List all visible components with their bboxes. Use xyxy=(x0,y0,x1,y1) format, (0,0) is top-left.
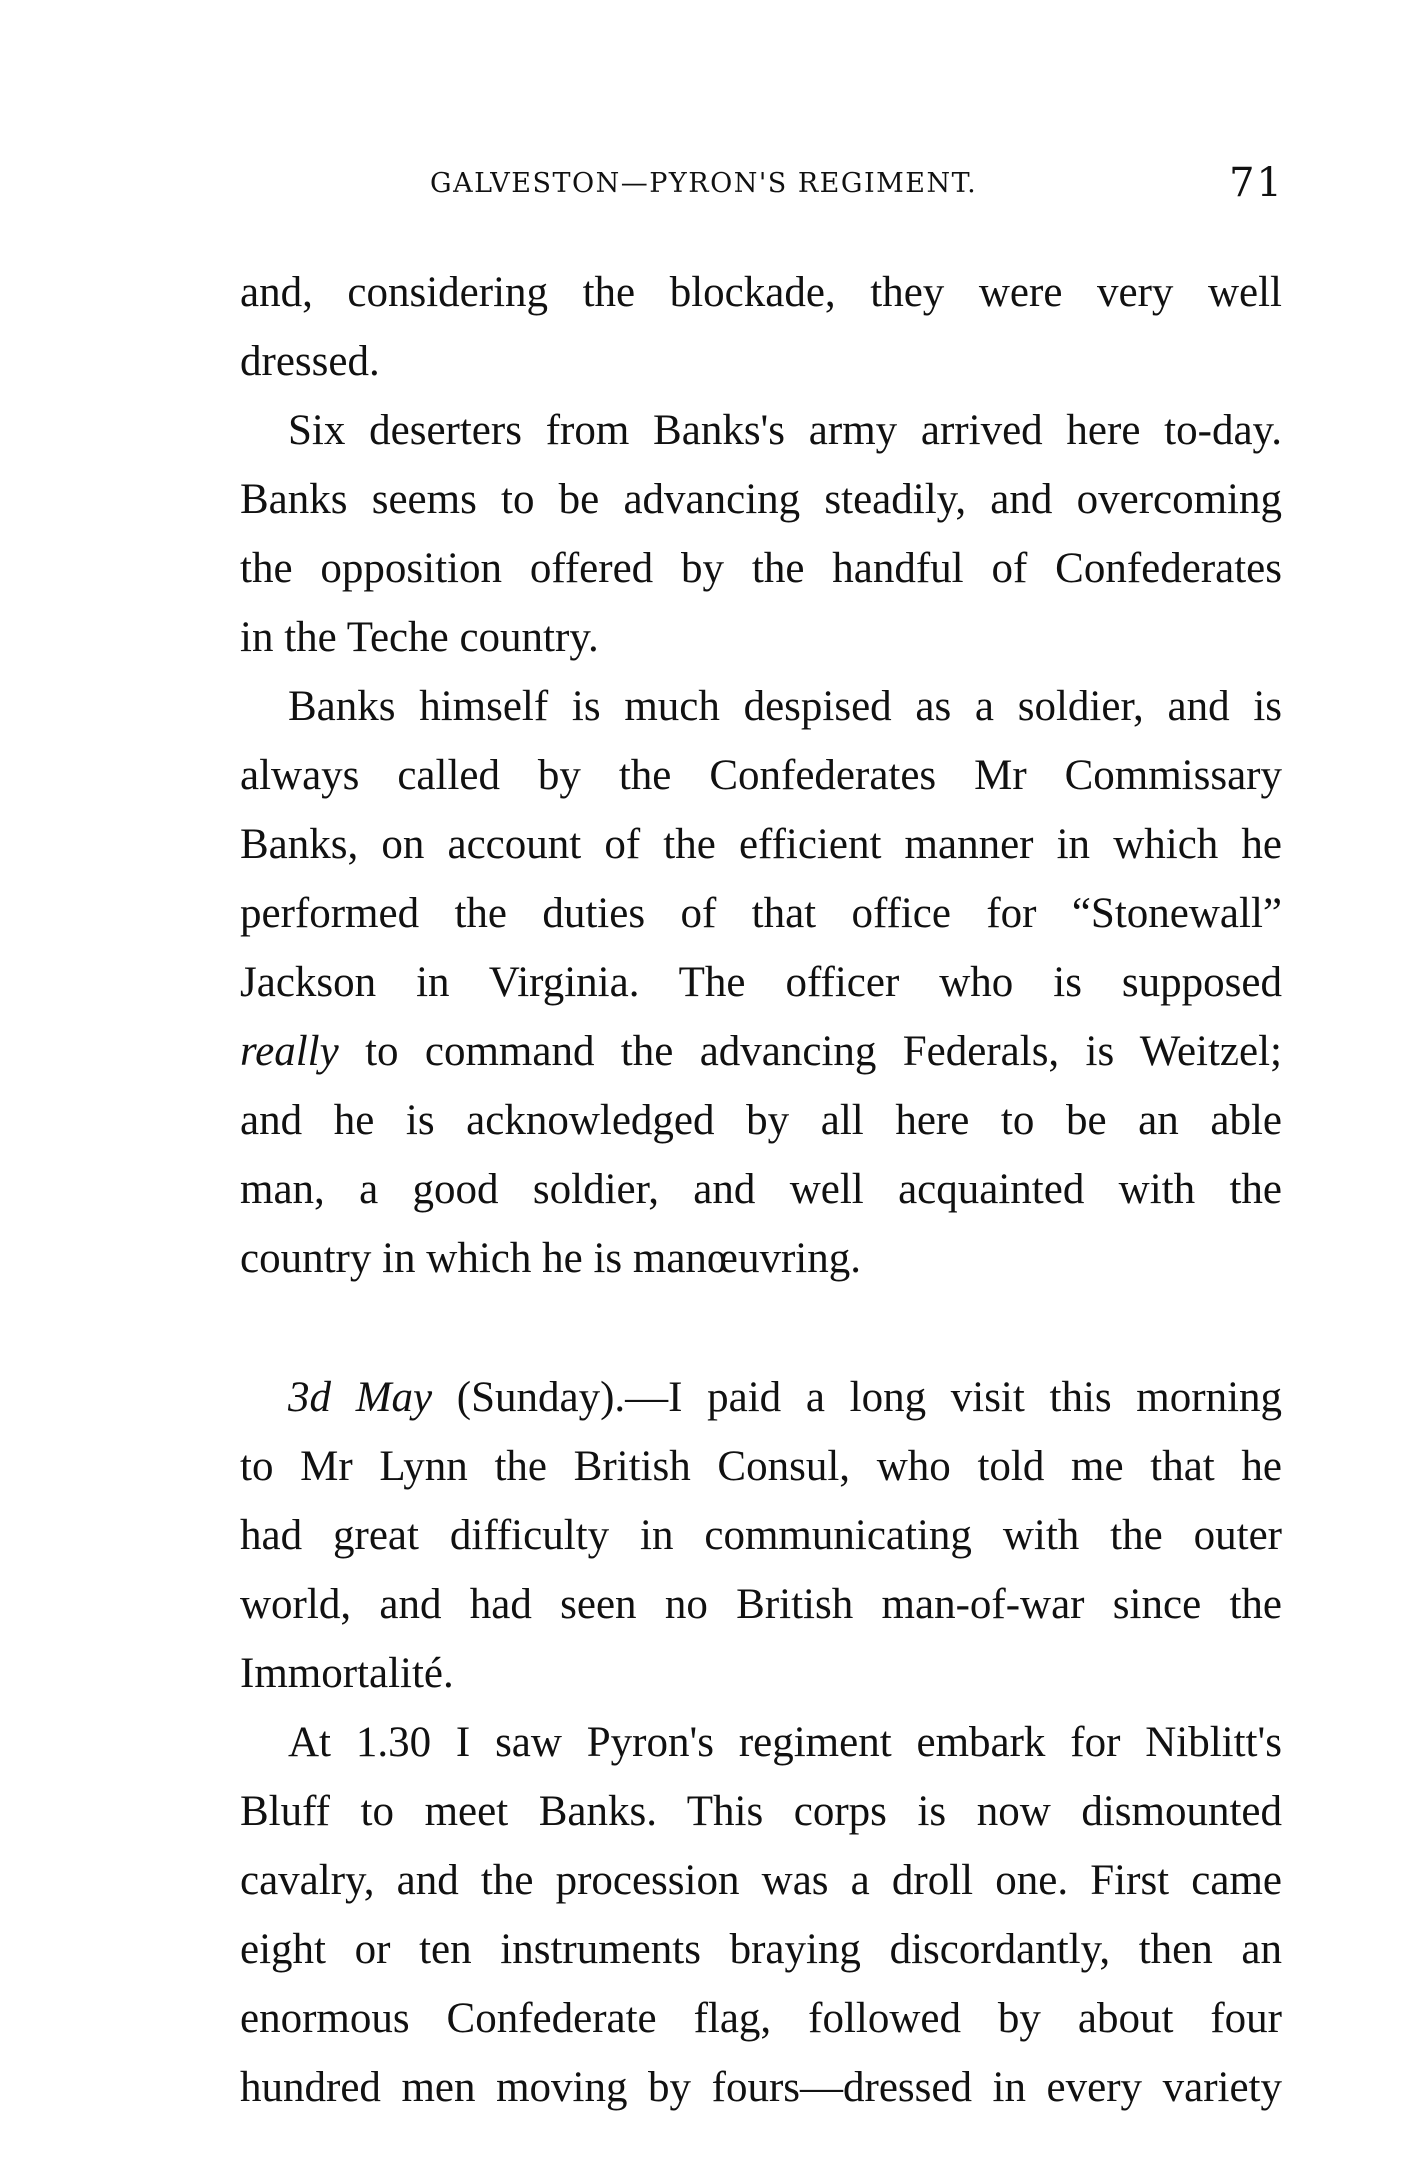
paragraph-1 xyxy=(240,258,1282,396)
text-line: in the Teche country. xyxy=(240,614,599,661)
text-line: country in which he is manœuvring. xyxy=(240,1235,862,1282)
italic-word: really xyxy=(240,1028,339,1075)
text-line: cavalry, and the procession was a droll one. First came xyxy=(240,1857,1282,1904)
text-line: At 1.30 I saw Pyron's regiment embark for Niblitt's xyxy=(288,1719,1282,1766)
text-line: and, considering the blockade, they were very well xyxy=(240,269,1282,316)
text-line: Banks himself is much despised as a soldier, and is xyxy=(288,683,1282,730)
text-line: and he is acknowledged by all here to be an able xyxy=(240,1097,1282,1144)
paragraph-2 xyxy=(240,396,1282,672)
text-line: hundred men moving by fours—dressed in every variety xyxy=(240,2064,1282,2111)
text-line: performed the duties of that office for “Stonewall” xyxy=(240,890,1282,937)
paragraph-3 xyxy=(240,672,1282,1293)
paragraph-4 xyxy=(240,1363,1282,1708)
paragraph-5 xyxy=(240,1708,1282,2122)
text-line: Bluff to meet Banks. This corps is now dismounted xyxy=(240,1788,1282,1835)
running-head xyxy=(240,160,1284,220)
text-line: Jackson in Virginia. The officer who is supposed xyxy=(240,959,1282,1006)
text-line: had great difficulty in communicating with the outer xyxy=(240,1512,1282,1559)
date-day: 3d xyxy=(288,1374,331,1421)
text-span: to command the advancing Federals, is Weitzel; xyxy=(338,1028,1282,1075)
page-number: 71 xyxy=(1229,160,1284,206)
section-gap xyxy=(240,1293,1282,1363)
text-line xyxy=(240,1363,1282,1432)
text-line xyxy=(240,1017,1282,1086)
text-line: Immortalité. xyxy=(240,1650,454,1697)
page-body xyxy=(240,258,1282,2122)
text-line: Banks, on account of the efficient manner in which he xyxy=(240,821,1282,868)
text-line: Six deserters from Banks's army arrived here to-day. xyxy=(288,407,1282,454)
text-line: world, and had seen no British man-of-war since the xyxy=(240,1581,1282,1628)
text-line: enormous Confederate flag, followed by about four xyxy=(240,1995,1282,2042)
text-line: Banks seems to be advancing steadily, and overcoming xyxy=(240,476,1282,523)
text-line: dressed. xyxy=(240,338,380,385)
running-title: GALVESTON—PYRON'S REGIMENT. xyxy=(430,168,978,199)
text-line: to Mr Lynn the British Consul, who told me that he xyxy=(240,1443,1282,1490)
text-line: eight or ten instruments braying discordantly, then an xyxy=(240,1926,1282,1973)
text-line: man, a good soldier, and well acquainted with the xyxy=(240,1166,1282,1213)
text-line: the opposition offered by the handful of Confederates xyxy=(240,545,1282,592)
text-span: (Sunday).—I paid a long visit this morning xyxy=(432,1374,1283,1421)
date-month: May xyxy=(355,1374,433,1421)
text-line: always called by the Confederates Mr Commissary xyxy=(240,752,1282,799)
